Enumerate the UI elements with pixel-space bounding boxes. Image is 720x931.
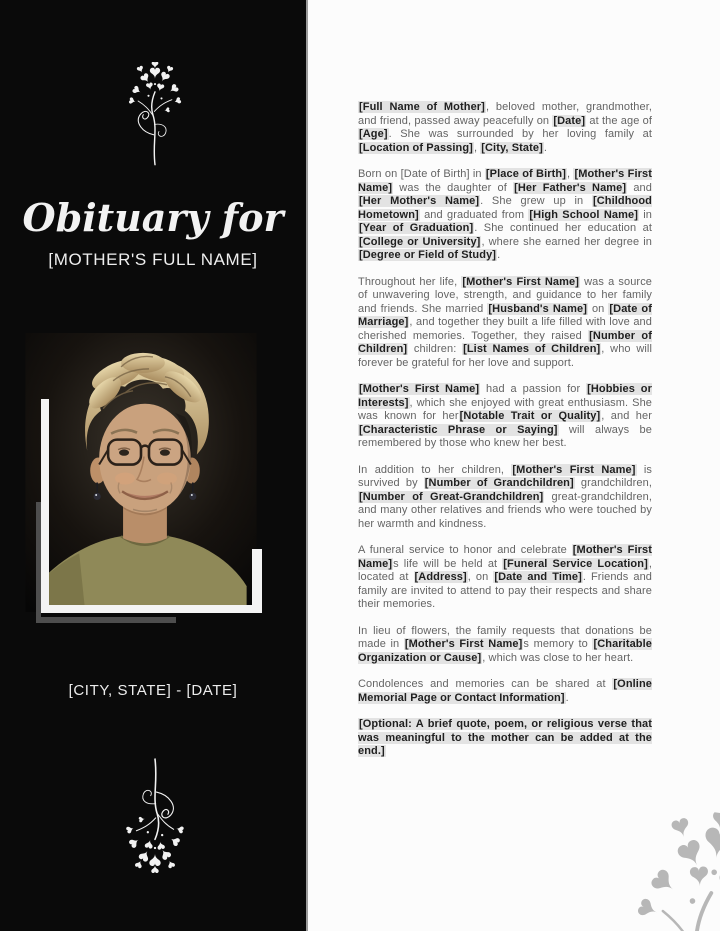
paragraph: A funeral service to honor and celebrate [Mother's First Name]s life will be held at [Funeral Service Location], located at [Address], on [Date and Time]. Friends and family are invited to attend to pay their respects and share their memories. (358, 544, 653, 610)
placeholder-field: [Mother's First Name] (404, 638, 523, 650)
paragraph: In addition to her children, [Mother's First Name] is survived by [Number of Grandchildren] grandchildren, [Number of Great-Grandchildren] great-grandchildren, and many other relatives and friends who were touched by her warmth and kindness. (358, 463, 652, 530)
placeholder-field: [Childhood Hometown] (358, 195, 653, 221)
mother-full-name-title: [MOTHER'S FULL NAME] (48, 250, 258, 269)
placeholder-field: [Mother's First Name] (358, 544, 652, 570)
placeholder-field: [List Names of Children] (463, 343, 601, 355)
placeholder-field: [Date] (553, 114, 586, 127)
placeholder-field: [College or University] (359, 235, 481, 248)
city-state-date-footer: [CITY, STATE] - [DATE] (68, 682, 238, 699)
sidebar-panel (0, 0, 308, 931)
placeholder-field: [Number of Children] (358, 329, 653, 355)
placeholder-field: [Online Memorial Page or Contact Information] (358, 678, 652, 704)
paragraph: Born on [Date of Birth] in [Place of Birth], [Mother's First Name] was the daughter of [Her Father's Name] and [Her Mother's Name]. She grew up in [Childhood Hometown] and graduated from [High School Name] in [Year of Graduation]. She continued her education at [College or University], where she earned her degree in [Degree or Field of Study]. (358, 168, 653, 261)
placeholder-field: [Age] (359, 128, 388, 140)
placeholder-field: [Mother's First Name] (358, 168, 653, 194)
placeholder-field: [Date and Time] (494, 571, 582, 583)
placeholder-field: [Optional: A brief quote, poem, or religious verse that was meaningful to the mother can be added at the end.] (358, 718, 652, 757)
corner-floral-ornament-icon (580, 799, 720, 931)
placeholder-field: [Characteristic Phrase or Saying] (359, 423, 558, 436)
placeholder-field: [Her Father's Name] (514, 181, 627, 194)
placeholder-field: [Charitable Organization or Cause] (358, 638, 652, 664)
placeholder-field: [City, State] (481, 141, 543, 154)
placeholder-field: [Mother's First Name] (359, 383, 480, 395)
photo-frame-left-bar (41, 399, 49, 613)
placeholder-field: [Year of Graduation] (359, 222, 474, 234)
placeholder-field: [Degree or Field of Study] (359, 249, 497, 261)
placeholder-field: [Place of Birth] (485, 168, 566, 180)
paragraph: In lieu of flowers, the family requests that donations be made in [Mother's First Name]s memory to [Charitable Organization or Cause], which was close to her heart. (358, 624, 652, 664)
photo-frame-bottom-bar (41, 605, 262, 613)
paragraph: Condolences and memories can be shared at [Online Memorial Page or Contact Information]. (358, 678, 652, 704)
placeholder-field: [Husband's Name] (488, 302, 587, 315)
placeholder-field: [Notable Trait or Quality] (459, 410, 601, 422)
placeholder-field: [Mother's First Name] (462, 275, 580, 288)
photo-frame-right-bar (252, 549, 262, 613)
paragraph: [Full Name of Mother], beloved mother, grandmother, and friend, passed away peacefully on [Date] at the age of [Age]. She was surrounded by her loving family at [Location of Passing], [City, State]. (358, 101, 653, 154)
placeholder-field: [Full Name of Mother] (359, 101, 485, 113)
photo-frame-shadow-horizontal (36, 617, 176, 623)
top-floral-ornament-icon (116, 62, 194, 166)
paragraph: Throughout her life, [Mother's First Name] was a source of unwavering love, strength, and guidance to her family and friends. She married [Husband's Name] on [Date of Marriage], and together they built a life filled with love and cherished memories. Together, they raised [Number of Children] children: [List Names of Children], who will forever be grateful for her love and support. (358, 275, 653, 369)
placeholder-field: [Address] (414, 571, 467, 583)
obituary-body (358, 101, 652, 772)
paragraph: [Mother's First Name] had a passion for [Hobbies or Interests], which she enjoyed with great enthusiasm. She was known for her[Notable Trait or Quality], and her [Characteristic Phrase or Saying] will always be remembered by those who knew her best. (358, 383, 653, 449)
portrait-photo (25, 333, 257, 612)
placeholder-field: [Her Mother's Name] (359, 195, 480, 207)
placeholder-field: [Number of Grandchildren] (424, 477, 574, 489)
obituary-script-title: Obituary for (22, 195, 284, 240)
placeholder-field: [Date of Marriage] (358, 302, 652, 328)
bottom-floral-ornament-icon (112, 752, 198, 878)
paragraph (358, 718, 652, 759)
placeholder-field: [Number of Great-Grandchildren] (359, 490, 544, 503)
placeholder-field: [Funeral Service Location] (503, 557, 648, 570)
placeholder-field: [High School Name] (529, 208, 638, 221)
placeholder-field: [Mother's First Name] (512, 463, 636, 476)
placeholder-field: [Location of Passing] (359, 141, 473, 154)
placeholder-field: [Hobbies or Interests] (358, 383, 653, 409)
